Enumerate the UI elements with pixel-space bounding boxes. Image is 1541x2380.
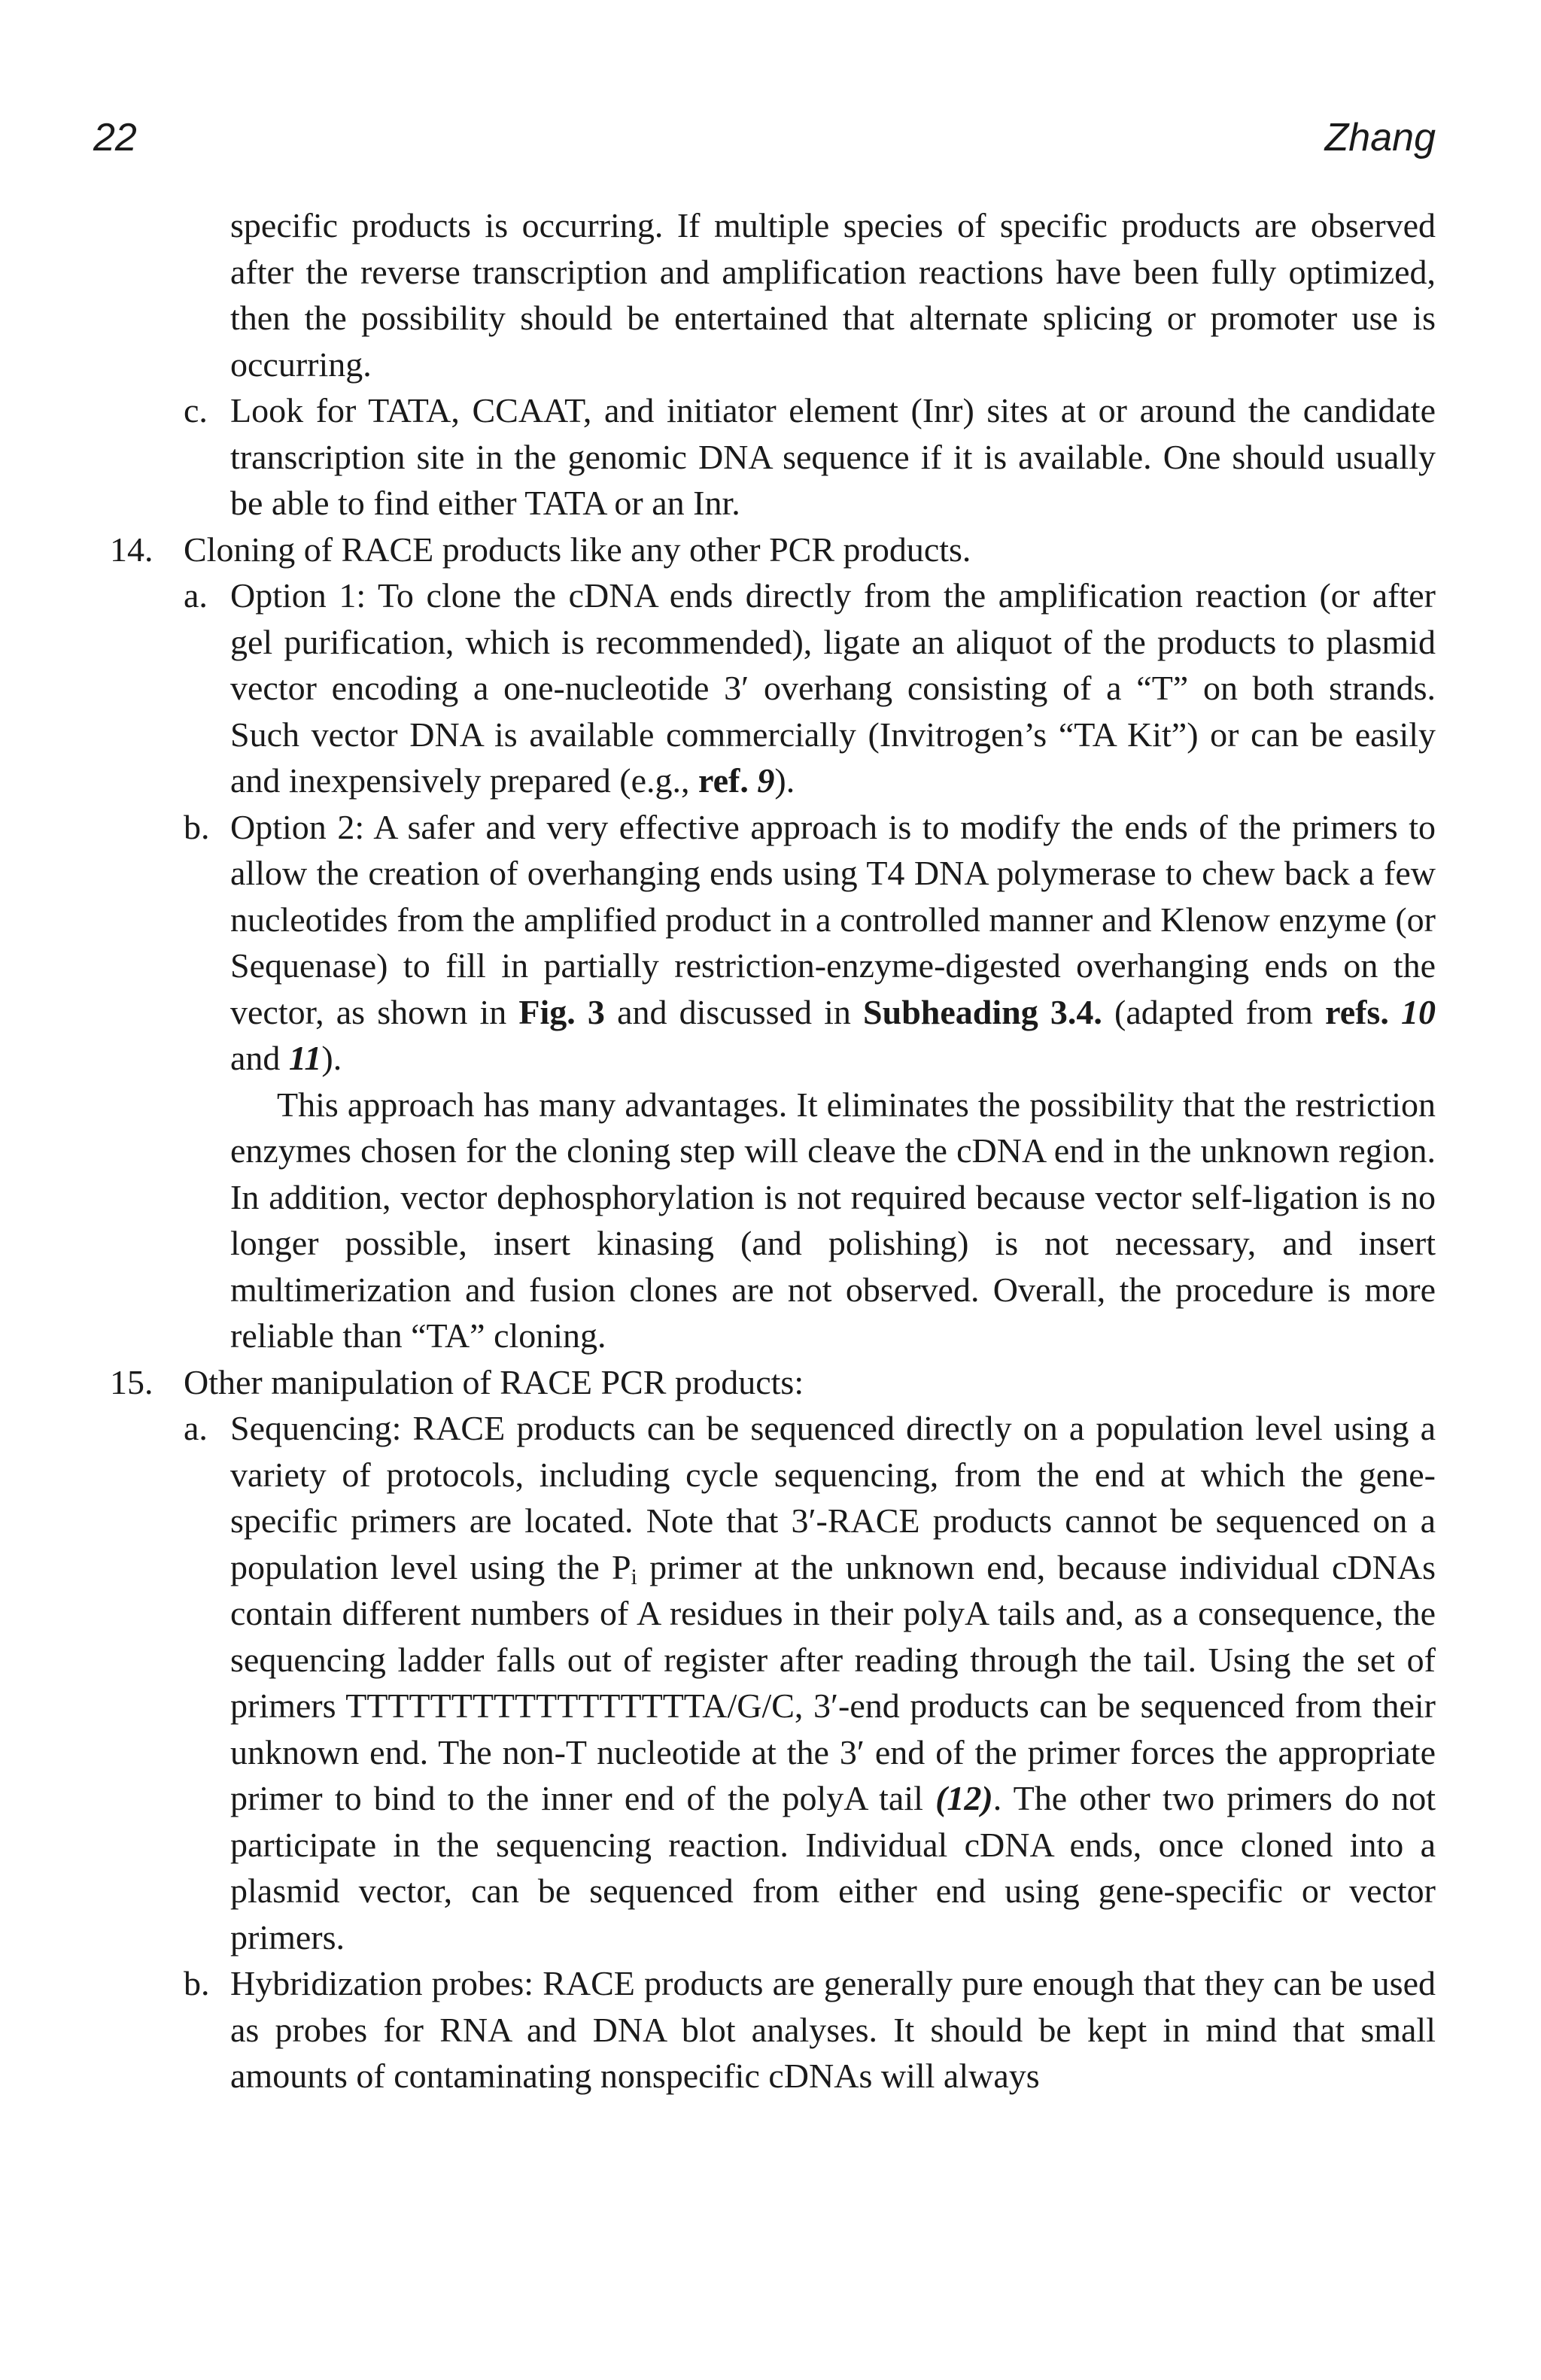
item-14b: b. Option 2: A safer and very effective approach is to modify the ends of the primers to allow the creation of overhanging ends using T4 DNA polymerase to chew back a few nucleotides from the amplified product in a controlled manner and Klenow enzyme (or Sequenase) to fill in partially restriction-enzyme-digested overhanging ends on the vector, as shown in Fig. 3 and discussed in Subheading 3.4. (adapted from refs. 10 and 11).: [184, 804, 1436, 1082]
ref-label: ref.: [698, 761, 749, 800]
item-text: Option 1: To clone the cDNA ends directly from the amplification reaction (or after gel purification, which is recommended), ligate an aliquot of the products to plasmid vector encoding a one-nucleotide 3′ overhang consisting of a “T” on both strands. Such vector DNA is available commercially (Invitrogen’s “TA Kit”) or can be easily and inexpensively prepared (e.g.,: [230, 576, 1436, 800]
item-label: b.: [184, 1964, 210, 2002]
item-15a: a. Sequencing: RACE products can be sequenced directly on a population level using a variety of protocols, including cycle sequencing, from the end at which the gene-specific primers are located. Note that 3′-RACE products cannot be sequenced on a population level using the $P_i$ primer at the unknown end, because individual cDNAs contain different numbers of A residues in their polyA tails and, as a consequence, the sequencing ladder falls out of register after reading through the tail. Using the set of primers TTTTTTTTTTTTTTTTTA/G/C, 3′-end products can be sequenced from their unknown end. The non-T nucleotide at the 3′ end of the primer forces the appropriate primer to bind to the inner end of the polyA tail (12). The other two primers do not participate in the sequencing reaction. Individual cDNA ends, once cloned into a plasmid vector, can be sequenced from either end using gene-specific or vector primers.: [184, 1405, 1436, 1960]
subheading-ref: Subheading 3.4.: [863, 992, 1102, 1031]
item-15: [110, 1359, 1436, 1406]
ref-number: 9: [757, 761, 775, 800]
item-text: Hybridization probes: RACE products are generally pure enough that they can be used as probes for RNA and DNA blot analyses. It should be kept in mind that small amounts of contaminating nonspecific cDNAs will always: [230, 1964, 1436, 2095]
item-13b-continuation: specific products is occurring. If multiple species of specific products are observed after the reverse transcription and amplification reactions have been fully optimized, then the possibility should be entertained that alternate splicing or promoter use is occurring.: [230, 206, 1436, 384]
item-text: Look for TATA, CCAAT, and initiator element (Inr) sites at or around the candidate transcription site in the genomic DNA sequence if it is available. One should usually be able to find either TATA or an Inr.: [230, 391, 1436, 522]
item-14b-continuation: This approach has many advantages. It eliminates the possibility that the restriction enzymes chosen for the cloning step will cleave the cDNA end in the unknown region. In addition, vector dephosphorylation is not required because vector self-ligation is no longer possible, insert kinasing (and polishing) is not necessary, and insert multimerization and fusion clones are not observed. Overall, the procedure is more reliable than “TA” cloning.: [230, 1085, 1436, 1355]
body-text: [110, 202, 1436, 2099]
item-label: c.: [184, 391, 208, 430]
item-13c: [184, 387, 1436, 527]
item-text: Sequencing: RACE products can be sequenced directly on a population level using a variety of protocols, including cycle sequencing, from the end at which the gene-specific primers are located. Note that 3′-RACE products cannot be sequenced on a population level using the P: [230, 1409, 1436, 1586]
running-author: Zhang: [1324, 116, 1436, 159]
ref-number: 10: [1401, 992, 1436, 1031]
item-number: 14.: [110, 530, 153, 569]
item-number: 15.: [110, 1362, 153, 1401]
subscript: i: [631, 1564, 637, 1589]
item-label: a.: [184, 1409, 208, 1447]
refs-label: refs.: [1325, 992, 1389, 1031]
item-14a: [184, 572, 1436, 804]
figure-ref: Fig. 3: [518, 992, 605, 1031]
item-label: b.: [184, 807, 210, 846]
item-text: Cloning of RACE products like any other PCR products.: [184, 530, 971, 569]
item-15b: [184, 1960, 1436, 2099]
ref-citation: (12): [935, 1779, 993, 1817]
ref-number: 11: [288, 1039, 322, 1077]
item-label: a.: [184, 576, 208, 615]
item-text: Option 2: A safer and very effective approach is to modify the ends of the primers to allow the creation of overhanging ends using T4 DNA polymerase to chew back a few nucleotides from the amplified product in a controlled manner and Klenow enzyme (or Sequenase) to fill in partially restriction-enzyme-digested overhanging ends on the vector, as shown in: [230, 807, 1436, 1031]
item-text-tail: ).: [774, 761, 795, 800]
page-number: 22: [93, 116, 137, 159]
item-text: Other manipulation of RACE PCR products:: [184, 1362, 804, 1401]
running-header: [93, 111, 1436, 164]
item-14: [110, 527, 1436, 573]
